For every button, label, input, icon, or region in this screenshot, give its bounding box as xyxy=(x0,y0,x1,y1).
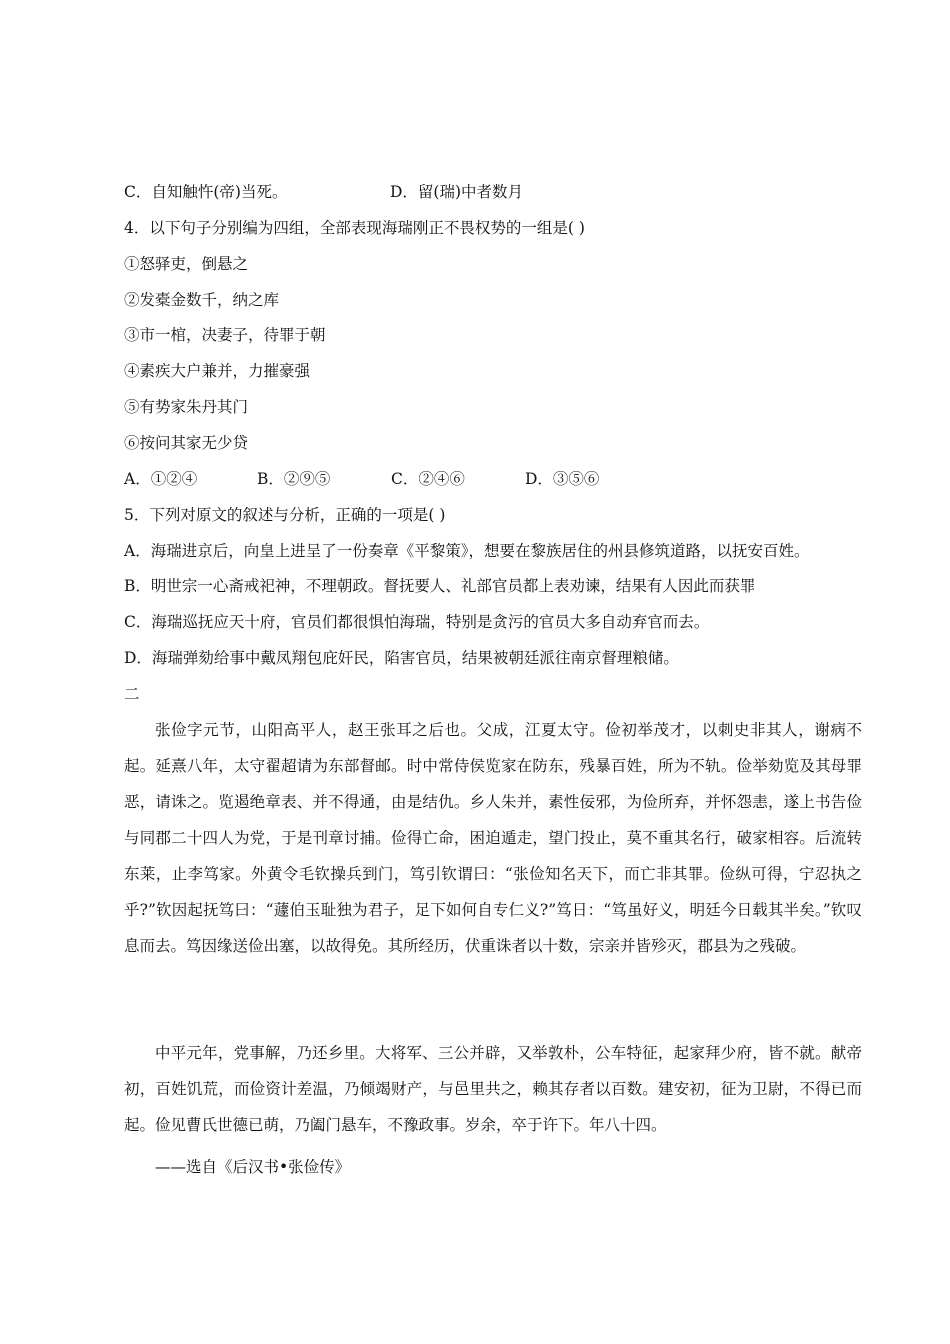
q3-option-c: C．自知触忤(帝)当死。 xyxy=(124,183,288,201)
q5-option-a: A．海瑞进京后，向皇上进呈了一份奏章《平黎策》，想要在黎族居住的州县修筑道路，以抚安百姓。 xyxy=(124,542,810,560)
passage-paragraph-1 xyxy=(124,712,862,964)
q4-option-d: D．③⑤⑥ xyxy=(525,470,600,488)
passage-source: ——选自《后汉书•张俭传》 xyxy=(155,1158,351,1176)
q5-option-c: C．海瑞巡抚应天十府，官员们都很惧怕海瑞，特别是贪污的官员大多自动弃官而去。 xyxy=(124,613,710,631)
q4-item: ⑥按问其家无少贷 xyxy=(124,434,249,452)
q5-option-b: B．明世宗一心斋戒祀神，不理朝政。督抚要人、礼部官员都上表劝谏，结果有人因此而获罪 xyxy=(124,577,756,595)
q4-option-b: B．②⑨⑤ xyxy=(257,470,331,488)
passage-text: 中平元年，党事解，乃还乡里。大将军、三公并辟，又举敦朴，公车特征，起家拜少府，皆不就。献帝初，百姓饥荒，而俭资计差温，乃倾竭财产，与邑里共之，赖其存者以百数。建安初，征为卫尉，不得已而起。俭见曹氏世德已萌，乃阖门悬车，不豫政事。岁余，卒于许下。年八十四。 xyxy=(124,1044,862,1134)
q4-item: ②发橐金数千，纳之库 xyxy=(124,291,280,309)
q4-stem: 4．以下句子分别编为四组，全部表现海瑞刚正不畏权势的一组是( ) xyxy=(124,219,585,237)
passage-text: 张俭字元节，山阳高平人，赵王张耳之后也。父成，江夏太守。俭初举茂才，以刺史非其人，谢病不起。延熹八年，太守翟超请为东部督邮。时中常侍侯览家在防东，残暴百姓，所为不轨。俭举劾览及其母罪恶，请诛之。览遏绝章表、并不得通，由是结仇。乡人朱并，素性佞邪，为俭所弃，并怀怨恚，遂上书告俭与同郡二十四人为党，于是刊章讨捕。俭得亡命，困迫遁走，望门投止，莫不重其名行，破家相容。后流转东莱，止李笃家。外黄令毛钦操兵到门，笃引钦谓曰：“张俭知名天下，而亡非其罪。俭纵可得，宁忍执之乎?”钦因起抚笃曰：“蘧伯玉耻独为君子，足下如何自专仁义?”笃日：“笃虽好义，明廷今日载其半矣。”钦叹息而去。笃因缘送俭出塞，以故得免。其所经历，伏重诛者以十数，宗亲并皆殄灭，郡县为之残破。 xyxy=(124,721,862,955)
q5-option-d: D．海瑞弹劾给事中戴凤翔包庇奸民，陷害官员，结果被朝廷派往南京督理粮储。 xyxy=(124,649,679,667)
q4-options xyxy=(124,469,599,489)
q4-option-a: A．①②④ xyxy=(124,470,198,488)
q3-option-d: D．留(瑞)中者数月 xyxy=(390,183,524,201)
q4-item: ⑤有势家朱丹其门 xyxy=(124,398,249,416)
q4-item: ①怒驿吏，倒悬之 xyxy=(124,255,249,273)
passage-paragraph-2 xyxy=(124,1035,862,1143)
q5-stem: 5．下列对原文的叙述与分析，正确的一项是( ) xyxy=(124,506,446,524)
q3-options-cd xyxy=(124,182,523,202)
q4-option-c: C．②④⑥ xyxy=(391,470,465,488)
section-heading: 二 xyxy=(124,685,140,703)
q4-item: ③市一棺，决妻子，待罪于朝 xyxy=(124,326,326,344)
q4-item: ④素疾大户兼并，力摧豪强 xyxy=(124,362,311,380)
